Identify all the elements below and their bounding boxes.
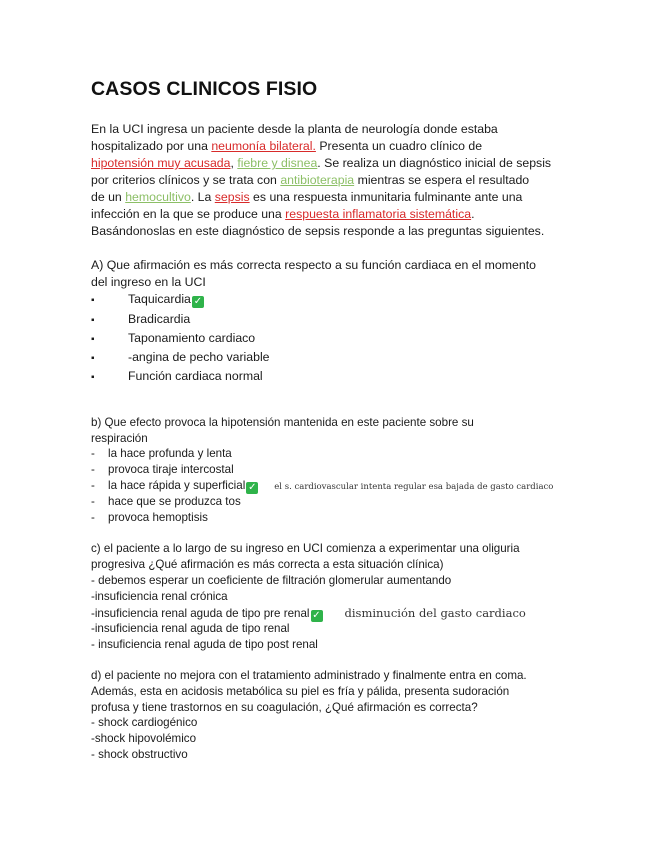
check-icon: ✓ [248, 482, 257, 493]
intro-line: por criterios clínicos y se trata con antibioterapia mientras se espera el resultado [91, 173, 530, 187]
intro-paragraph [91, 121, 571, 240]
option-b-4: - hace que se produzca tos [91, 495, 241, 508]
highlight-red: sepsis [214, 190, 250, 204]
option-d-3: - shock obstructivo [91, 748, 188, 761]
intro-line: infección en la que se produce una respuesta inflamatoria sistemática. [91, 207, 475, 221]
intro-line: hipotensión muy acusada, fiebre y disnea. Se realiza un diagnóstico inicial de sepsis [91, 156, 552, 170]
annotation-note: disminución del gasto cardiaco [344, 606, 526, 620]
annotation-note: el s. cardiovascular intenta regular esa bajada de gasto cardiaco [274, 482, 554, 492]
option-c-4: -insuficiencia renal aguda de tipo renal [91, 622, 290, 635]
option-c-5: - insuficiencia renal aguda de tipo post renal [91, 638, 318, 651]
option-d-1: - shock cardiogénico [91, 716, 198, 729]
option-a-2: ▪ Bradicardia [91, 312, 191, 326]
option-c-3: -insuficiencia renal aguda de tipo pre renal ✓ disminución del gasto cardiaco [91, 606, 526, 621]
highlight-red: respuesta inflamatoria sistemática [285, 207, 472, 221]
option-b-5: - provoca hemoptisis [91, 511, 208, 524]
option-a-3: ▪ Taponamiento cardiaco [91, 331, 256, 345]
intro-line: hospitalizado por una neumonía bilateral. Presenta un cuadro clínico de [91, 139, 483, 153]
intro-line: Basándonoslas en este diagnóstico de sepsis responde a las preguntas siguientes. [91, 224, 545, 238]
option-c-2: -insuficiencia renal crónica [91, 590, 228, 603]
option-a-1: ▪ Taquicardia ✓ [91, 292, 203, 307]
highlight-green: fiebre y disnea [237, 156, 318, 170]
question-b: b) Que efecto provoca la hipotensión mantenida en este paciente sobre su respiración [91, 416, 474, 445]
option-b-1: - la hace profunda y lenta [91, 447, 232, 460]
highlight-green: antibioterapia [280, 173, 355, 187]
option-a-4: ▪ -angina de pecho variable [91, 350, 270, 364]
option-b-3: - la hace rápida y superficial ✓ el s. cardiovascular intenta regular esa bajada de gasto cardiaco [91, 479, 554, 493]
check-icon: ✓ [193, 296, 203, 307]
question-c: c) el paciente a lo largo de su ingreso en UCI comienza a experimentar una oliguria progresiva ¿Qué afirmación es más correcta a esta situación clínica) [91, 542, 520, 571]
highlight-green: hemocultivo [125, 190, 191, 204]
option-b-2: - provoca tiraje intercostal [91, 463, 234, 476]
option-c-1: - debemos esperar un coeficiente de filtración glomerular aumentando [91, 574, 452, 587]
question-a: A) Que afirmación es más correcta respecto a su función cardiaca en el momento del ingreso en la UCI [91, 258, 536, 289]
page-title: CASOS CLINICOS FISIO [91, 78, 318, 100]
highlight-red: neumonía bilateral. [211, 139, 316, 153]
question-d: d) el paciente no mejora con el tratamiento administrado y finalmente entra en coma. Además, esta en acidosis metabólica su piel es fría y pálida, presenta sudoración profusa y tiene trastornos en su coagulación, ¿Qué afirmación es correcta? [91, 669, 527, 714]
intro-line: En la UCI ingresa un paciente desde la planta de neurología donde estaba [91, 122, 498, 136]
intro-line: de un hemocultivo. La sepsis es una respuesta inmunitaria fulminante ante una [91, 190, 523, 204]
highlight-red: hipotensión muy acusada [91, 156, 231, 170]
option-d-2: -shock hipovolémico [91, 732, 197, 745]
option-a-5: ▪ Función cardiaca normal [91, 369, 263, 383]
check-icon: ✓ [312, 610, 321, 621]
